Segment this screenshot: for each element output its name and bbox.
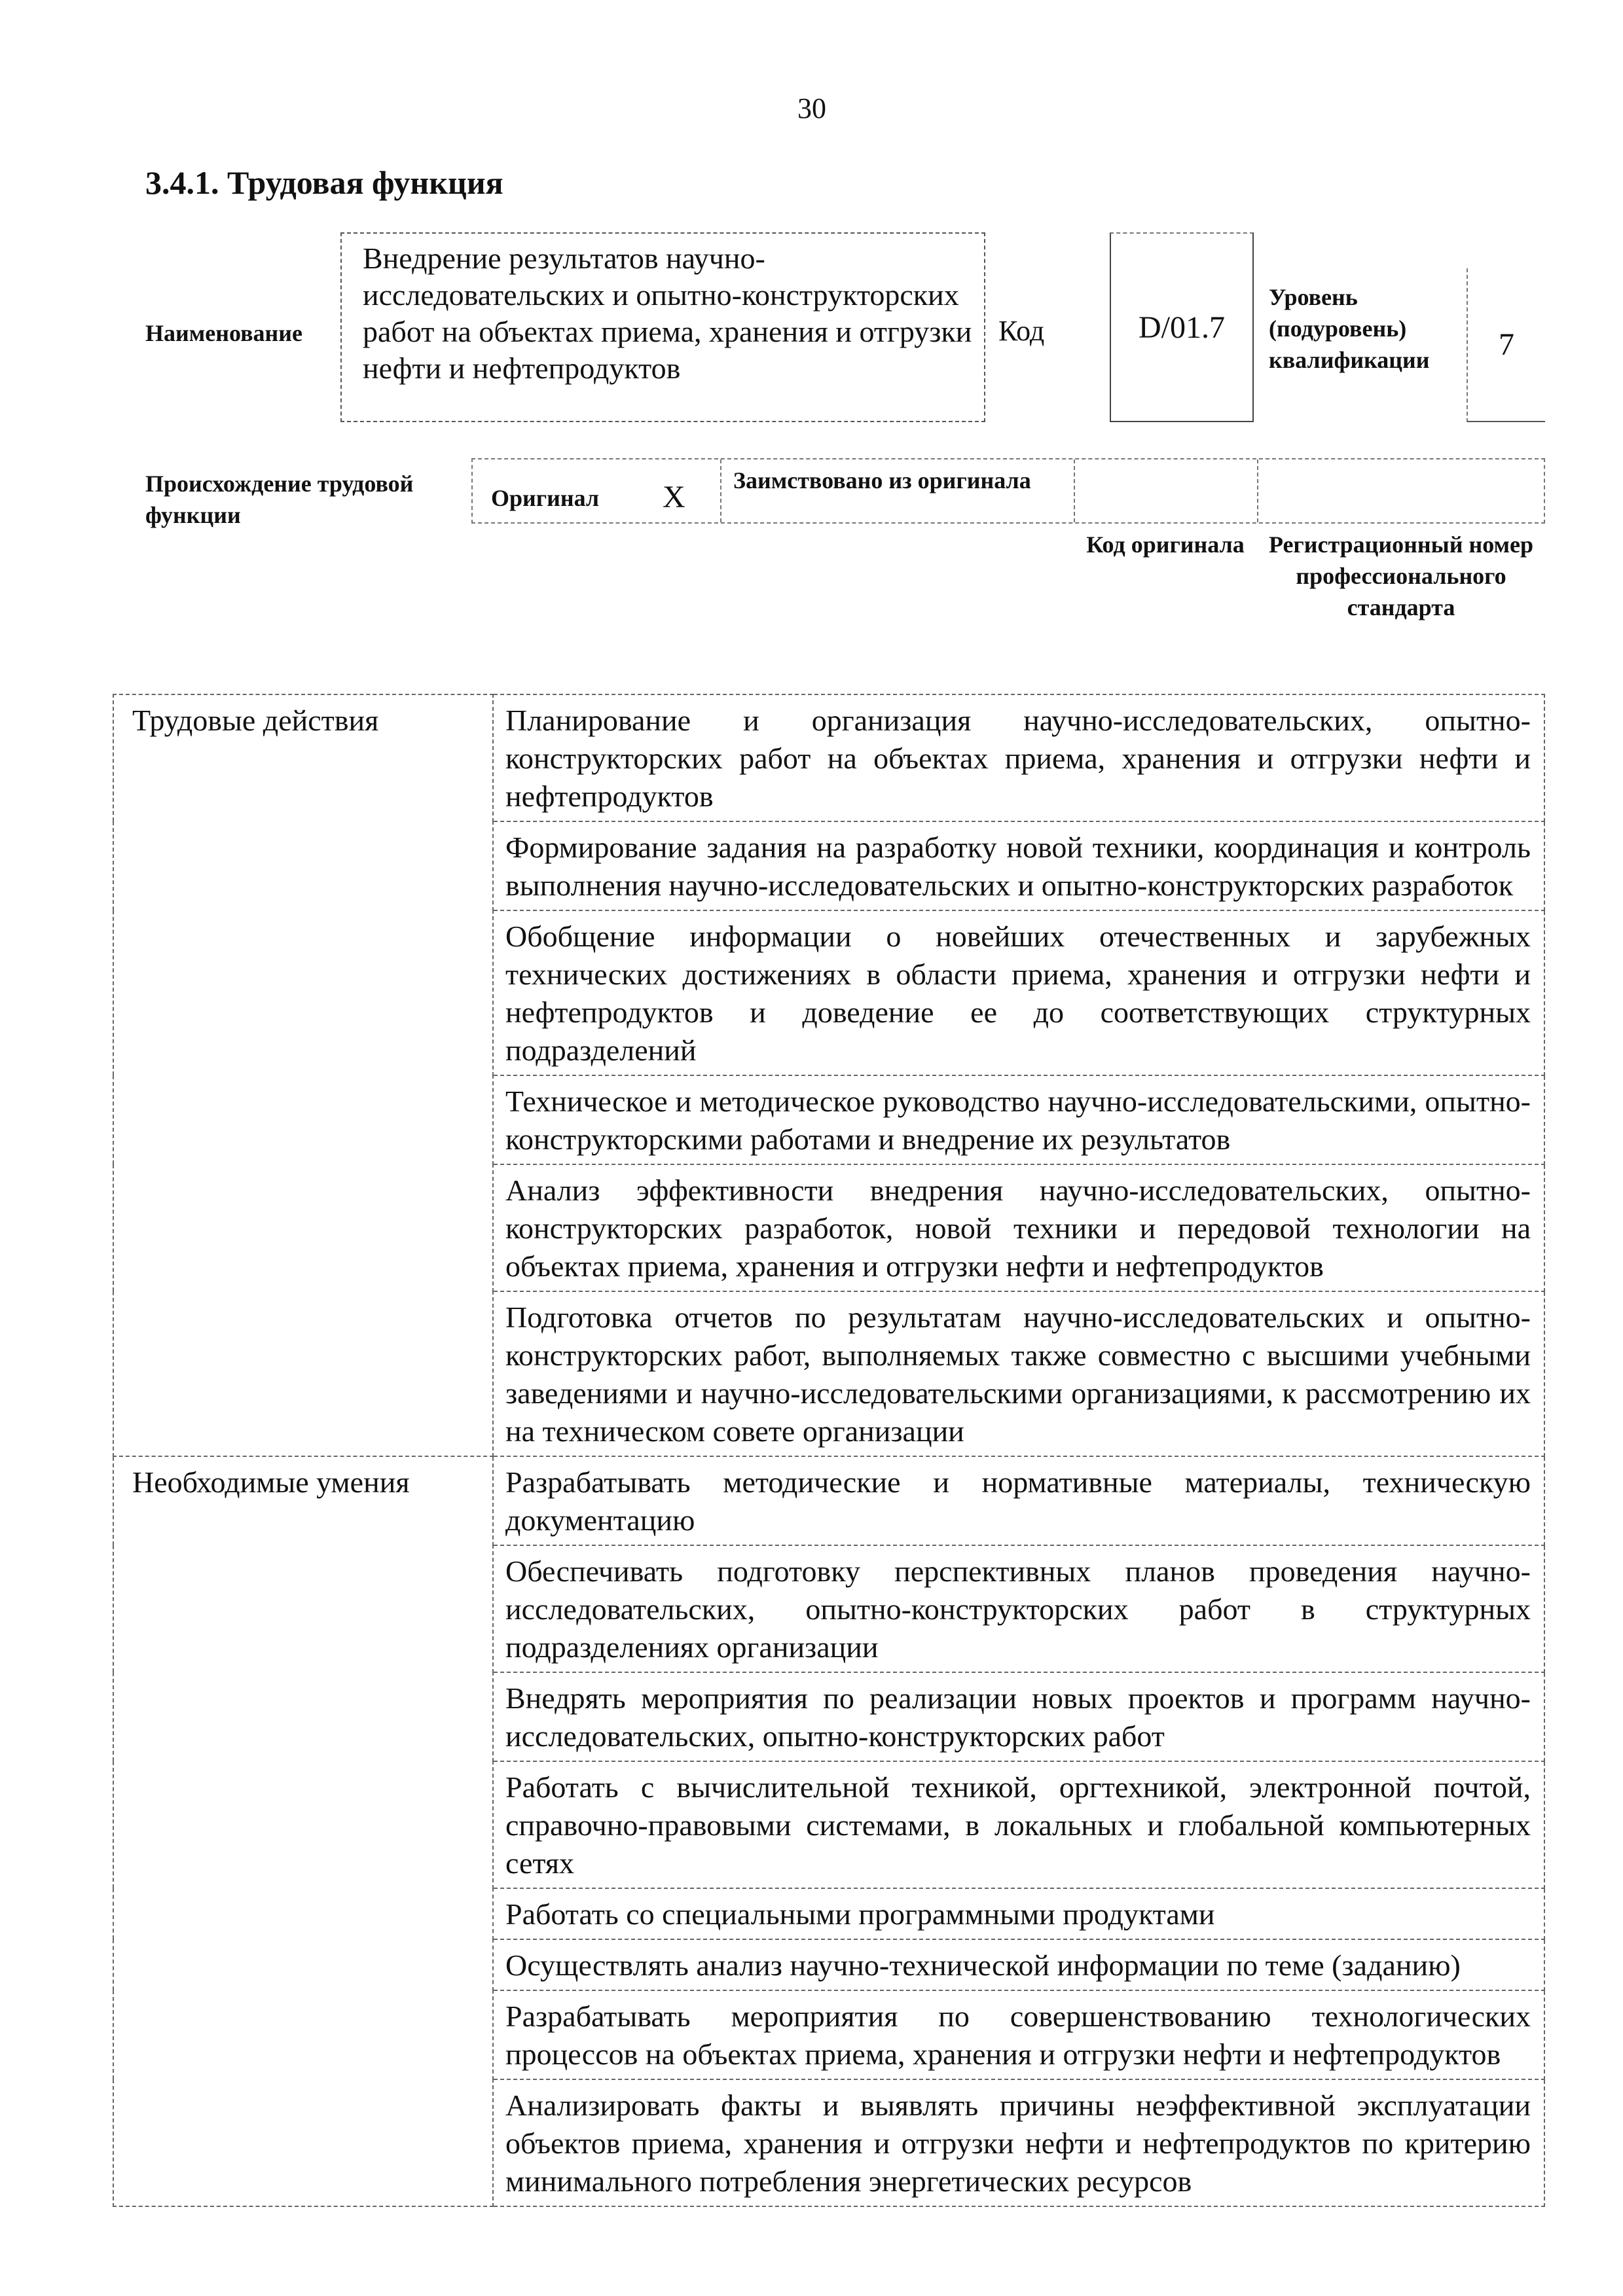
table-row: [113, 694, 1544, 821]
reg-number-caption: Регистрационный номер профессионального стандарта: [1268, 531, 1534, 620]
table-row: [113, 1456, 1544, 1545]
skills-item: Анализировать факты и выявлять причины неэффективной эксплуатации объектов приема, хранения и отгрузки нефти и нефтепродуктов по критерию минимального потребления энергетических ресурсов: [493, 2079, 1544, 2206]
code-label: Код: [998, 315, 1045, 347]
origin-reg-cell: [1258, 459, 1545, 522]
origin-code-cell: [1075, 459, 1258, 522]
code-original-caption: Код оригинала: [1086, 531, 1245, 558]
actions-item: Анализ эффективности внедрения научно-исследовательских, опытно-конструкторских разработок, новой техники и передовой технологии на объектах приема, хранения и отгрузки нефти и нефтепродуктов: [493, 1164, 1544, 1291]
skills-category-label: Необходимые умения: [113, 1456, 493, 2206]
name-label: Наименование: [145, 320, 302, 346]
actions-item: Обобщение информации о новейших отечественных и зарубежных технических достижениях в области приема, хранения и отгрузки нефти и нефтепродуктов и доведение ее до соответствующих структурных подразделений: [493, 910, 1544, 1075]
level-value: 7: [1499, 327, 1514, 362]
original-label: Оригинал: [491, 485, 600, 511]
skills-item: Обеспечивать подготовку перспективных планов проведения научно-исследовательских, опытно-конструкторских работ в структурных подразделениях организации: [493, 1545, 1544, 1672]
origin-label: Происхождение трудовой функции: [145, 471, 414, 528]
skills-item: Работать со специальными программными продуктами: [493, 1888, 1544, 1939]
actions-item: Подготовка отчетов по результатам научно-исследовательских и опытно-конструкторских работ, выполняемых также совместно с высшими учебными заведениями и научно-исследовательскими организациями, к рассмотрению их на техническом совете организации: [493, 1291, 1544, 1456]
code-box: [1110, 232, 1254, 422]
skills-item: Осуществлять анализ научно-технической информации по теме (заданию): [493, 1939, 1544, 1990]
code-value: D/01.7: [1139, 310, 1225, 345]
function-name-value: Внедрение результатов научно-исследовательских и опытно-конструкторских работ на объектах приема, хранения и отгрузки нефти и нефтепродуктов: [363, 242, 972, 385]
section-heading: 3.4.1. Трудовая функция: [145, 164, 503, 201]
requirements-table: [113, 694, 1545, 2207]
borrowed-label: Заимствовано из оригинала: [733, 467, 1031, 493]
actions-category-label: Трудовые действия: [113, 694, 493, 1456]
skills-item: Внедрять мероприятия по реализации новых проектов и программ научно-исследовательских, опытно-конструкторских работ: [493, 1672, 1544, 1761]
origin-original-cell: [473, 459, 721, 522]
skills-item: Работать с вычислительной техникой, оргтехникой, электронной почтой, справочно-правовыми системами, в локальных и глобальной компьютерных сетях: [493, 1761, 1544, 1888]
level-label: Уровень (подуровень) квалификации: [1269, 284, 1430, 373]
skills-item: Разрабатывать методические и нормативные материалы, техническую документацию: [493, 1456, 1544, 1545]
page-number: 30: [797, 92, 826, 124]
original-mark: X: [663, 480, 685, 514]
level-box: [1467, 268, 1545, 422]
actions-item: Техническое и методическое руководство научно-исследовательскими, опытно-конструкторскими работами и внедрение их результатов: [493, 1075, 1544, 1164]
origin-row: [471, 458, 1545, 524]
actions-item: Формирование задания на разработку новой техники, координация и контроль выполнения научно-исследовательских и опытно-конструкторских разработок: [493, 821, 1544, 910]
origin-borrowed-cell: [721, 459, 1075, 522]
skills-item: Разрабатывать мероприятия по совершенствованию технологических процессов на объектах приема, хранения и отгрузки нефти и нефтепродуктов: [493, 1990, 1544, 2079]
actions-item: Планирование и организация научно-исследовательских, опытно-конструкторских работ на объектах приема, хранения и отгрузки нефти и нефтепродуктов: [493, 694, 1544, 821]
function-name-box: [340, 232, 985, 422]
